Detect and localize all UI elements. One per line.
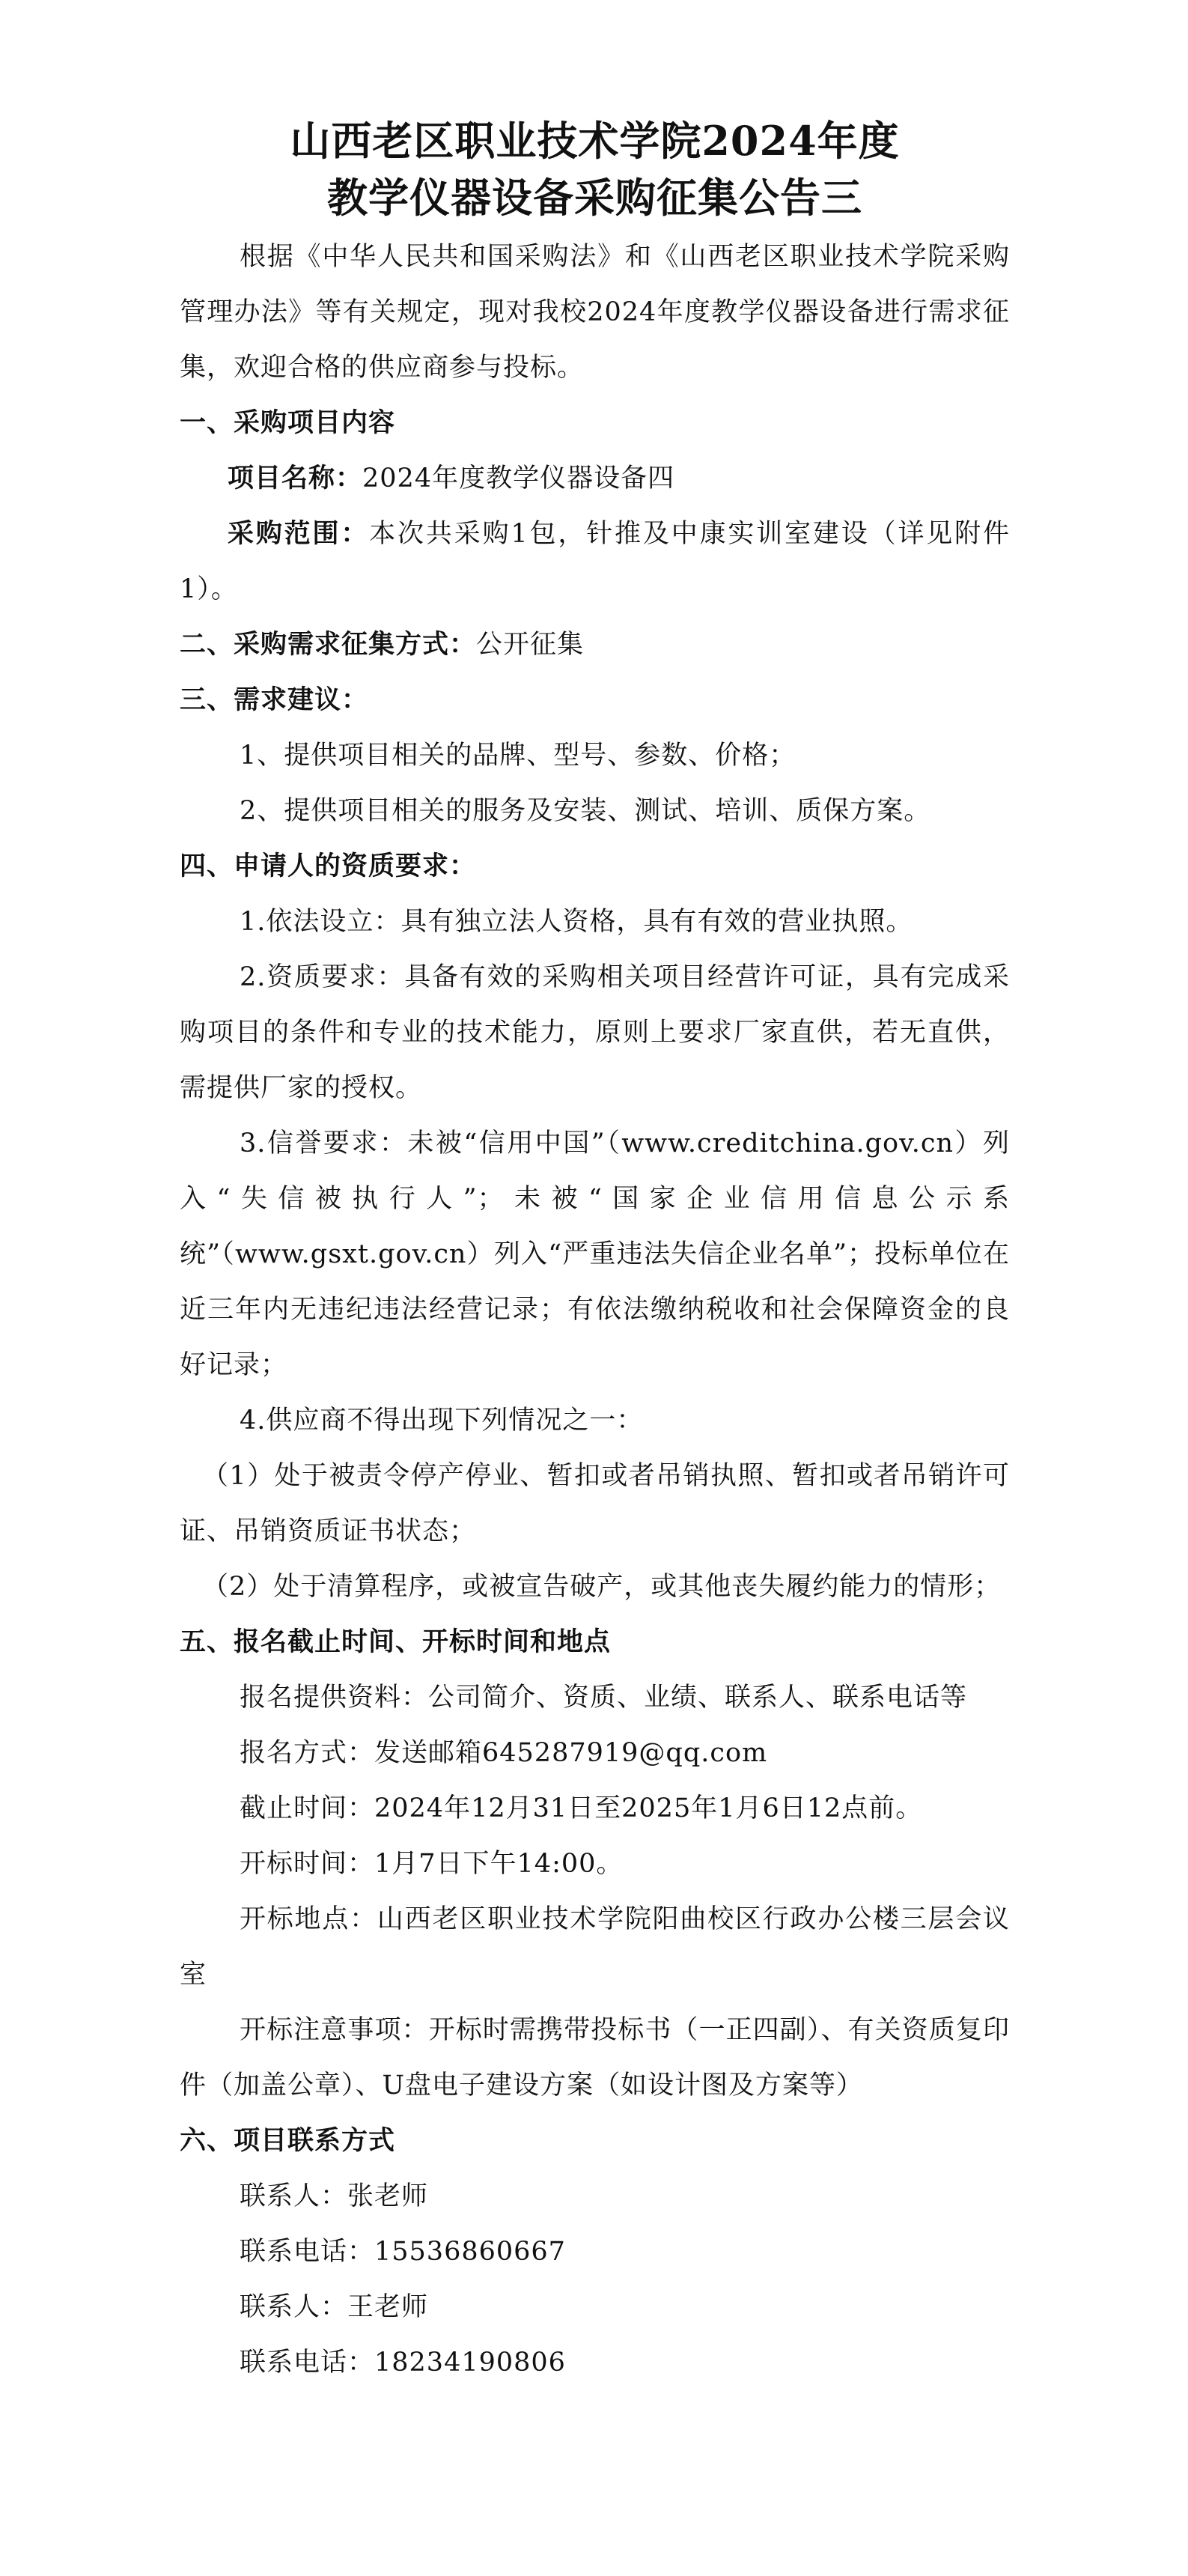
qualification-item-3: 3.信誉要求：未被“信用中国”（www.creditchina.gov.cn）列入“失信被执行人”；未被“国家企业信用信息公示系统”（www.gsxt.gov.cn）列入“严重违法失信企业名单”；投标单位在近三年内无违纪违法经营记录；有依法缴纳税收和社会保障资金的良好记录； [180,1128,1010,1380]
contact-1-name: 联系人：张老师 [240,2181,429,2211]
section-4-heading: 四、申请人的资质要求： [180,851,477,881]
section-1-heading: 一、采购项目内容 [180,407,396,438]
exclusion-sub-1: （1）处于被责令停产停业、暂扣或者吊销执照、暂扣或者吊销许可证、吊销资质证书状态； [180,1461,1010,1546]
project-name-line [180,451,1010,506]
section-3-heading: 三、需求建议： [180,684,369,715]
contact-2-phone: 联系电话：18234190806 [240,2348,566,2378]
intro-paragraph: 根据《中华人民共和国采购法》和《山西老区职业技术学院采购管理办法》等有关规定，现对我校2024年度教学仪器设备进行需求征集，欢迎合格的供应商参与投标。 [180,242,1010,383]
qualification-item-2: 2.资质要求：具备有效的采购相关项目经营许可证，具有完成采购项目的条件和专业的技术能力，原则上要求厂家直供，若无直供，需提供厂家的授权。 [180,962,1010,1103]
section-6-heading: 六、项目联系方式 [180,2125,396,2156]
section-2-heading: 二、采购需求征集方式： [180,629,477,660]
title-line-2: 教学仪器设备采购征集公告三 [327,174,862,222]
contact-1-phone: 联系电话：15536860667 [240,2237,566,2267]
qualification-item-1: 1.依法设立：具有独立法人资格，具有有效的营业执照。 [240,907,913,937]
suggestion-item-1: 1、提供项目相关的品牌、型号、参数、价格； [240,741,796,771]
bid-opening-time: 开标时间：1月7日下午14:00。 [240,1849,624,1879]
registration-deadline: 截止时间：2024年12月31日至2025年1月6日12点前。 [240,1793,923,1823]
section-2-value: 公开征集 [476,630,585,660]
contact-2-name: 联系人：王老师 [240,2292,429,2322]
bid-opening-notes: 开标注意事项：开标时需携带投标书（一正四副）、有关资质复印件（加盖公章）、U盘电子建设方案（如设计图及方案等） [180,2015,1010,2100]
scope-label: 采购范围： [228,518,370,549]
registration-materials: 报名提供资料：公司简介、资质、业绩、联系人、联系电话等 [240,1683,968,1713]
exclusion-sub-2: （2）处于清算程序，或被宣告破产，或其他丧失履约能力的情形； [202,1572,1002,1602]
section-2-line [180,617,1010,672]
title-line-1: 山西老区职业技术学院2024年度 [290,117,900,165]
scope-value: 本次共采购1包，针推及中康实训室建设（详见附件1）。 [180,519,1010,604]
scope-line [180,506,1010,617]
project-name-label: 项目名称： [228,463,363,493]
registration-method: 报名方式：发送邮箱645287919@qq.com [240,1738,768,1768]
suggestion-item-2: 2、提供项目相关的服务及安装、测试、培训、质保方案。 [240,796,931,826]
qualification-item-4: 4.供应商不得出现下列情况之一： [240,1406,644,1436]
title-block [180,112,1010,226]
project-name-value: 2024年度教学仪器设备四 [362,464,675,493]
bid-opening-location: 开标地点：山西老区职业技术学院阳曲校区行政办公楼三层会议室 [180,1904,1010,1990]
section-5-heading: 五、报名截止时间、开标时间和地点 [180,1626,612,1657]
